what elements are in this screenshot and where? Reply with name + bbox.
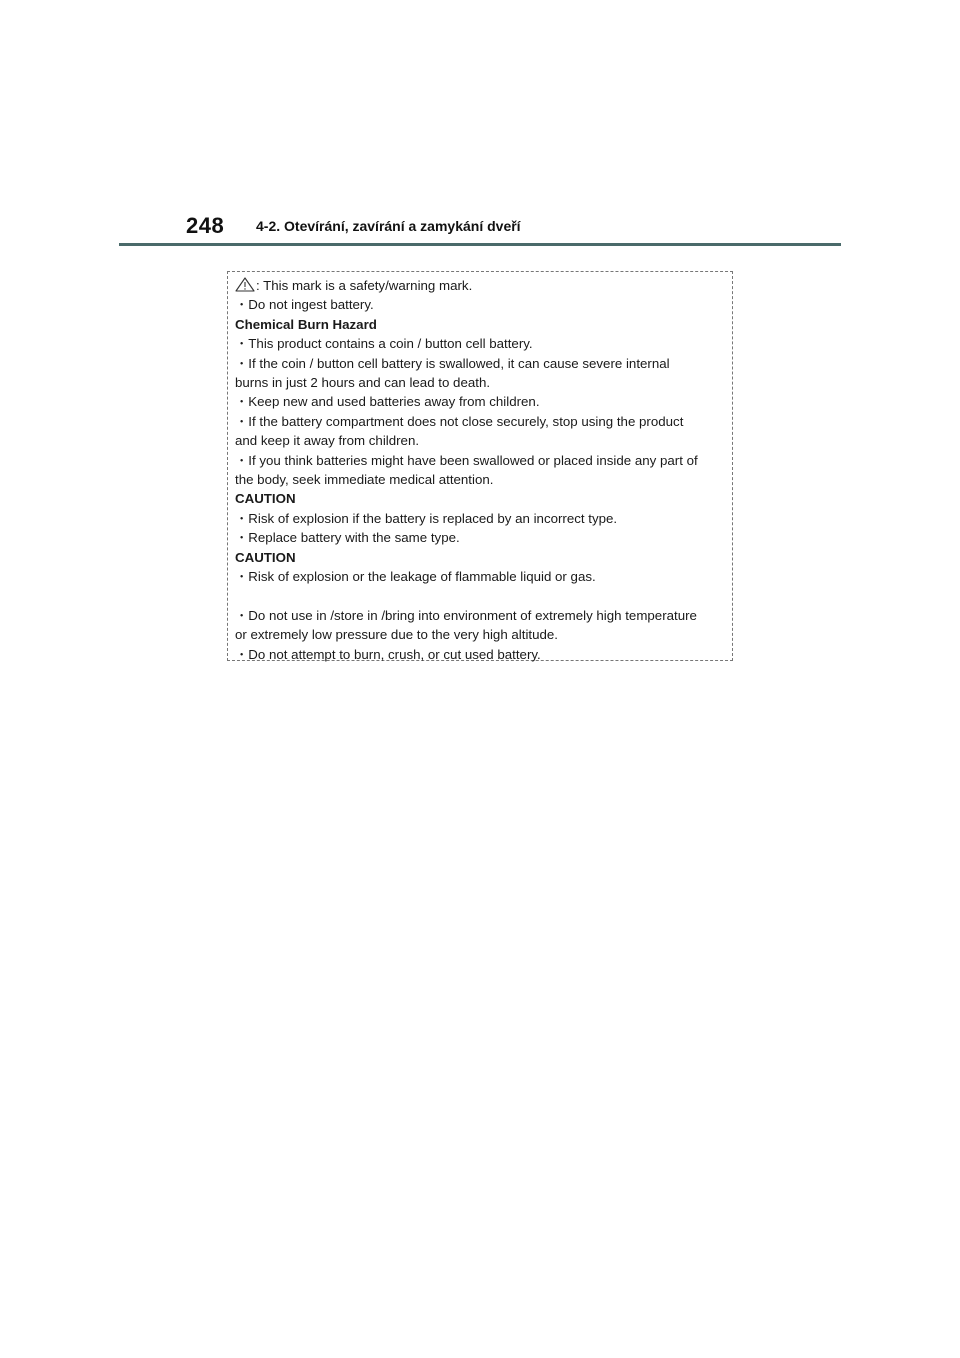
notice-line-safety-mark [235, 276, 726, 295]
safety-notice-box [227, 271, 733, 661]
notice-heading-caution: CAUTION [235, 491, 296, 507]
warning-triangle-icon [235, 277, 255, 292]
notice-line: ・Risk of explosion or the leakage of flammable liquid or gas. [235, 569, 596, 585]
notice-line: ・Replace battery with the same type. [235, 530, 460, 546]
notice-line: the body, seek immediate medical attention. [235, 472, 494, 488]
notice-heading-caution: CAUTION [235, 549, 296, 565]
notice-line: ・Do not use in /store in /bring into environment of extremely high temperature [235, 607, 697, 623]
notice-line: ・This product contains a coin / button cell battery. [235, 336, 533, 352]
notice-line: or extremely low pressure due to the very high altitude. [235, 627, 558, 643]
notice-line: ・Keep new and used batteries away from children. [235, 394, 540, 410]
notice-line: ・If the battery compartment does not close securely, stop using the product [235, 413, 684, 429]
notice-line: ・Do not attempt to burn, crush, or cut used battery. [235, 646, 541, 662]
page-number: 248 [186, 213, 225, 238]
section-title: 4-2. Otevírání, zavírání a zamykání dveří [256, 218, 521, 234]
notice-line: ・Do not ingest battery. [235, 297, 374, 313]
notice-line: ・If you think batteries might have been swallowed or placed inside any part of [235, 452, 698, 468]
notice-spacer [235, 587, 726, 606]
notice-line: and keep it away from children. [235, 433, 420, 449]
notice-line: burns in just 2 hours and can lead to death. [235, 375, 491, 391]
notice-line-text: : This mark is a safety/warning mark. [256, 278, 473, 293]
notice-line: ・Risk of explosion if the battery is replaced by an incorrect type. [235, 510, 618, 526]
header-rule [119, 243, 841, 246]
notice-line: ・If the coin / button cell battery is swallowed, it can cause severe internal [235, 355, 670, 371]
notice-heading-chemical-burn: Chemical Burn Hazard [235, 316, 377, 332]
